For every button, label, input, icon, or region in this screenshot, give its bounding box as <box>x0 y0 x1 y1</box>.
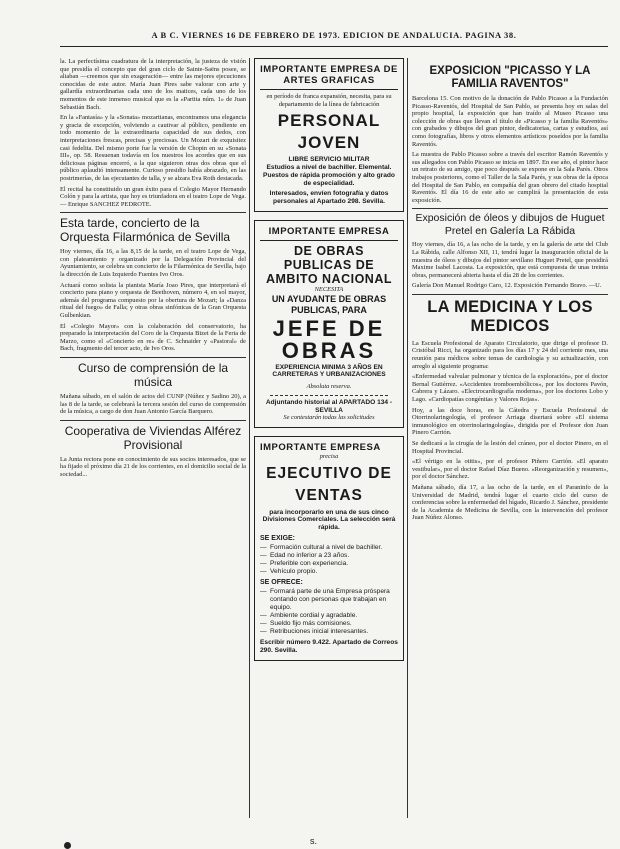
divider <box>260 240 398 241</box>
ad-requirement: EXPERIENCIA MINIMA 3 AÑOS EN CARRETERAS Y URBANIZACIONES <box>272 363 386 379</box>
headline-music-course: Curso de comprensión de la música <box>60 357 246 389</box>
headline-cooperative: Cooperativa de Viviendas Alférez Provisional <box>60 420 246 452</box>
ad-kicker: IMPORTANTE EMPRESA <box>268 225 390 237</box>
headline-picasso: EXPOSICION "PICASSO Y LA FAMILIA RAVENTOS" <box>429 65 591 90</box>
article-paragraph: Mañana sábado, en el salón de actos del CUNP (Núñez y Sadino 20), a las 8 de la tarde, se celebrará la tercera sesión del curso de comprensión de la música, a cargo de don Juan Antonio García Barquero. <box>60 393 246 416</box>
left-column <box>60 58 246 482</box>
ad-requirements-list <box>260 544 398 576</box>
ad-title: JEFE DE OBRAS <box>272 315 386 363</box>
headline-exhibition: Exposición de óleos y dibujos de Huguet Pretel en Galería La Rábida <box>412 208 608 237</box>
list-item: — Ambiente cordial y agradable. <box>260 612 398 620</box>
ad-offer: Puestos de rápida promoción y alto grado de especialidad. <box>263 171 395 187</box>
ads-column <box>254 58 404 669</box>
column-rule <box>249 58 250 818</box>
article-paragraph: Mañana sábado, día 17, a las ocho de la tarde, en el Paraninfo de la Universidad de Madrid, tendrá lugar el cuarto ciclo del curso de conferencias sobre la enfermedad del hígado, Ricardo J. Sánchez, presidente de la Academia de Medicina de Sevilla, con la intervención del profesor Juan Núñez Alonso. <box>412 483 608 522</box>
ad-reply-note: Se contestarán todas las solicitudes <box>283 414 375 422</box>
ad-graphic-arts <box>254 58 404 212</box>
article-paragraph: Actuará como solista la pianista María Joao Pires, que interpretará el concierto para piano y orquesta de Beethoven, número 4, en sol mayor, además del programa compuesto por la obertura de Mozart; la «Danza ritual del fuego» de Falla; y otras obras sinfónicas de la Gran Orquesta Gulbenkian. <box>60 281 246 320</box>
ad-requires-label: SE EXIGE: <box>260 534 296 542</box>
article-paragraph: El «Colegio Mayor» con la colaboración del conservatorio, ha preparado la interpretación del Coro de la Orquesta Bizet de la Feria de Marzo, como el «Concierto en re» de C. Schnaider y «Pastoral» de Bach, fragmento del tercer acto, de Ivo Oros. <box>60 322 246 353</box>
bullet-mark <box>64 842 71 849</box>
ad-subtitle: LIBRE SERVICIO MILITAR <box>288 156 370 164</box>
article-paragraph: Barcelona 15. Con motivo de la donación de Pablo Picasso a la Fundación Picasso-Raventós, del Hospital de San Pablo, se presenta hoy en salas del propio hospital, la exposición que han traído al Museo Picasso una colección de obras que llevan el título de «Picasso y la familia Raventós» con grabados y dibujos del gran pintor, dedicatorias, cartas y estudios, así como fotografías, libros y otros elementos artísticos poseídos por la familia Raventós. <box>412 95 608 148</box>
ad-requirement: Estudios a nivel de bachiller. Elemental. <box>266 163 392 171</box>
article-paragraph: Galería Don Manuel Rodrigo Caro, 12. Exposición Fernando Bravo. —U. <box>412 282 602 290</box>
ad-sales-executive <box>254 436 404 661</box>
article-paragraph: El recital ha constituido un gran éxito para el Colegio Mayor Hernando Colón y para la artista, que hoy es triunfadora en el teatro Lope de Vega. — Enrique SANCHEZ PEDROTE. <box>60 185 246 208</box>
article-paragraph: La Escuela Profesional de Aparato Circulatorio, que dirige el profesor D. Cristóbal Ricci, ha organizado para los días 17 y 24 del corriente mes, una reunión para médicos sobre temas de cardiología y su actualización, con arreglo al siguiente programa: <box>412 339 608 370</box>
list-item: — Retribuciones inicial interesantes. <box>260 628 398 636</box>
page-bottom-mark: s. <box>310 836 318 846</box>
article-paragraph: «El vértigo en la otitis», por el profesor Piñero Carrión. «El aparato vestibular», por el doctor Rafael Díaz Bueno. «Reorganización y resumen», por el doctor Sánchez. <box>412 458 608 481</box>
list-item: — Formación cultural a nivel de bachiller. <box>260 544 398 552</box>
article-paragraph: Hoy viernes, día 16, a las ocho de la tarde, y en la galería de arte del Club La Rábida, calle Alfonso XII, 11, tendrá lugar la inauguración oficial de la muestra de óleos y dibujos del pintor sevillano Huguet Pretel, que presidirá Maxime Isabel Lacosta. La exposición, que está compuesta de unas treinta obras, permanecerá abierta hasta el día 28 de los corrientes. <box>412 241 608 279</box>
ad-need: precisa <box>319 452 339 460</box>
ad-offers-label: SE OFRECE: <box>260 578 303 586</box>
ad-contact: Interesados, envíen fotografía y datos personales al Apartado 298. Sevilla. <box>269 190 389 206</box>
column-rule <box>407 58 408 818</box>
divider <box>260 89 398 90</box>
ad-kicker: IMPORTANTE EMPRESA DE ARTES GRAFICAS <box>260 64 398 86</box>
ad-body: para incorporarlo en una de sus cinco Divisiones Comerciales. La selección será rápida. <box>262 508 396 532</box>
ad-kicker: IMPORTANTE EMPRESA <box>260 441 381 453</box>
right-column <box>412 58 608 525</box>
article-paragraph: En la «Fantasía» y la «Sonata» mozartianas, encontramos una elegancia y gracia de excepción, volviendo a cautivar al público, pendiente en todo momento de la extraordinaria capacidad de sus dedos, con interpretaciones frescas, precisas y preciosas. Un Mozart de exquisitez casi fedelita. Del mismo porte fue la versión de Chopin en su «Sonata III», op. 58. Resuenan todavía en los nuestros los acordes que en sus deliciosas páginas encerró, a la que siguieron otras dos obras que el público aplaudió intensamente. Curioso presidio había abrazado, en las postrimerías, de las ejecutantes de talla, y se alzara Eva Roth destacada. <box>60 114 246 182</box>
article-paragraph: La Junta rectora pone en conocimiento de sus socios interesados, que se ha fijado el próximo día 21 de los corrientes, en el domicilio social de la sociedad... <box>60 455 246 478</box>
ad-need: NECESITA <box>314 285 344 293</box>
article-paragraph: Hoy viernes, día 16, a las 8,15 de la tarde, en el teatro Lope de Vega, con plateamiento y organizado por la Delegación Provincial del Ayuntamiento, se celebra un concierto de la Filarmónica de Sevilla, bajo la dirección de Luis Izquierdo Fuentes Ivo Oros. <box>60 248 246 279</box>
ad-reserve: Absoluta reserva. <box>306 383 352 391</box>
ad-title: EJECUTIVO DE VENTAS <box>266 464 392 504</box>
article-paragraph: Se dedicará a la cirugía de la lesión del cráneo, por el doctor Pinero, en el Hospital Provincial. <box>412 440 608 455</box>
article-paragraph: La muestra de Pablo Picasso sobre a través del escritor Ramón Raventós y sus allegados con Pablo Picasso se inicia en 1897. En ese año, el pintor hace un retrato de su amigo, que poco después se expone en la Sala Parés. Otros trabajos posteriores, como el Taller de la Sala Parés, y sus obras de la época del Hospital de San Pablo, en compañía del gran obrero del citado hospital Raventós. El día 16 de este año se cumplirá la presentación de esta exposición. <box>412 151 608 204</box>
ad-public-works <box>254 220 404 428</box>
headline-concert: Esta tarde, concierto de la Orquesta Filarmónica de Sevilla <box>60 212 246 244</box>
list-item: — Preferible con experiencia. <box>260 560 398 568</box>
ad-title: PERSONAL JOVEN <box>277 111 381 153</box>
headline-medicine: LA MEDICINA Y LOS MEDICOS <box>412 294 608 336</box>
ad-contact: Adjuntando historial al APARTADO 134 - SEVILLA <box>265 398 393 414</box>
divider <box>270 395 388 396</box>
ad-offers-list <box>260 588 398 636</box>
article-paragraph: Hoy, a las doce horas, en la Cátedra y Escuela Profesional de Otorrinolaringología, el profesor Arriaga disertará sobre «El sistema inmunológico en otorrinolaringología», dirigida por el Profesor don Juan Pinero Carrión. <box>412 406 608 437</box>
newspaper-page <box>60 30 608 846</box>
ad-heading: DE OBRAS PUBLICAS DE AMBITO NACIONAL <box>265 243 392 286</box>
article-paragraph: la. La perfectísima cuadratura de la interpretación, la justeza de visión que presidía el concepto que del gran ciclo de Sainte-Saëns posee, se aliaban —creemos que sin exageración— entre las mejores ejecuciones conocidas de este autor. María Juan Pires sabe valorar con arte y gallardía extraordinarias cada uno de los matices, cada uno de los momentos de este inmenso musical que es la «Partita núm. 1» de Juan Sebastián Bach. <box>60 58 246 111</box>
ad-contact: Escribir número 9.422. Apartado de Correos 290. Sevilla. <box>260 638 398 654</box>
article-paragraph: «Enfermedad valvular pulmonar y técnica de la exploración», por el doctor Bernal Gutiérrez. «Accidentes tromboembólicos», por los doctores Pavón, Cabrera y Lázaro. «Electrocardiografía moderna», por los doctores Lobo y Lago. «Cardiopatías congénitas y Valores Rojas». <box>412 373 608 404</box>
list-item: — Vehículo propio. <box>260 568 398 576</box>
list-item: — Edad no inferior a 23 años. <box>260 552 398 560</box>
ad-body: en período de franca expansión, necesita, para su departamento de la línea de fabricación <box>266 93 392 108</box>
ad-subtitle: UN AYUDANTE DE OBRAS PUBLICAS, PARA <box>271 293 387 315</box>
page-header: A B C. VIERNES 16 DE FEBRERO DE 1973. EDICION DE ANDALUCIA. PAGINA 38. <box>60 30 608 47</box>
list-item: — Formará parte de una Empresa próspera contando con personas que trabajan en equipo. <box>260 588 398 612</box>
list-item: — Sueldo fijo más comisiones. <box>260 620 398 628</box>
